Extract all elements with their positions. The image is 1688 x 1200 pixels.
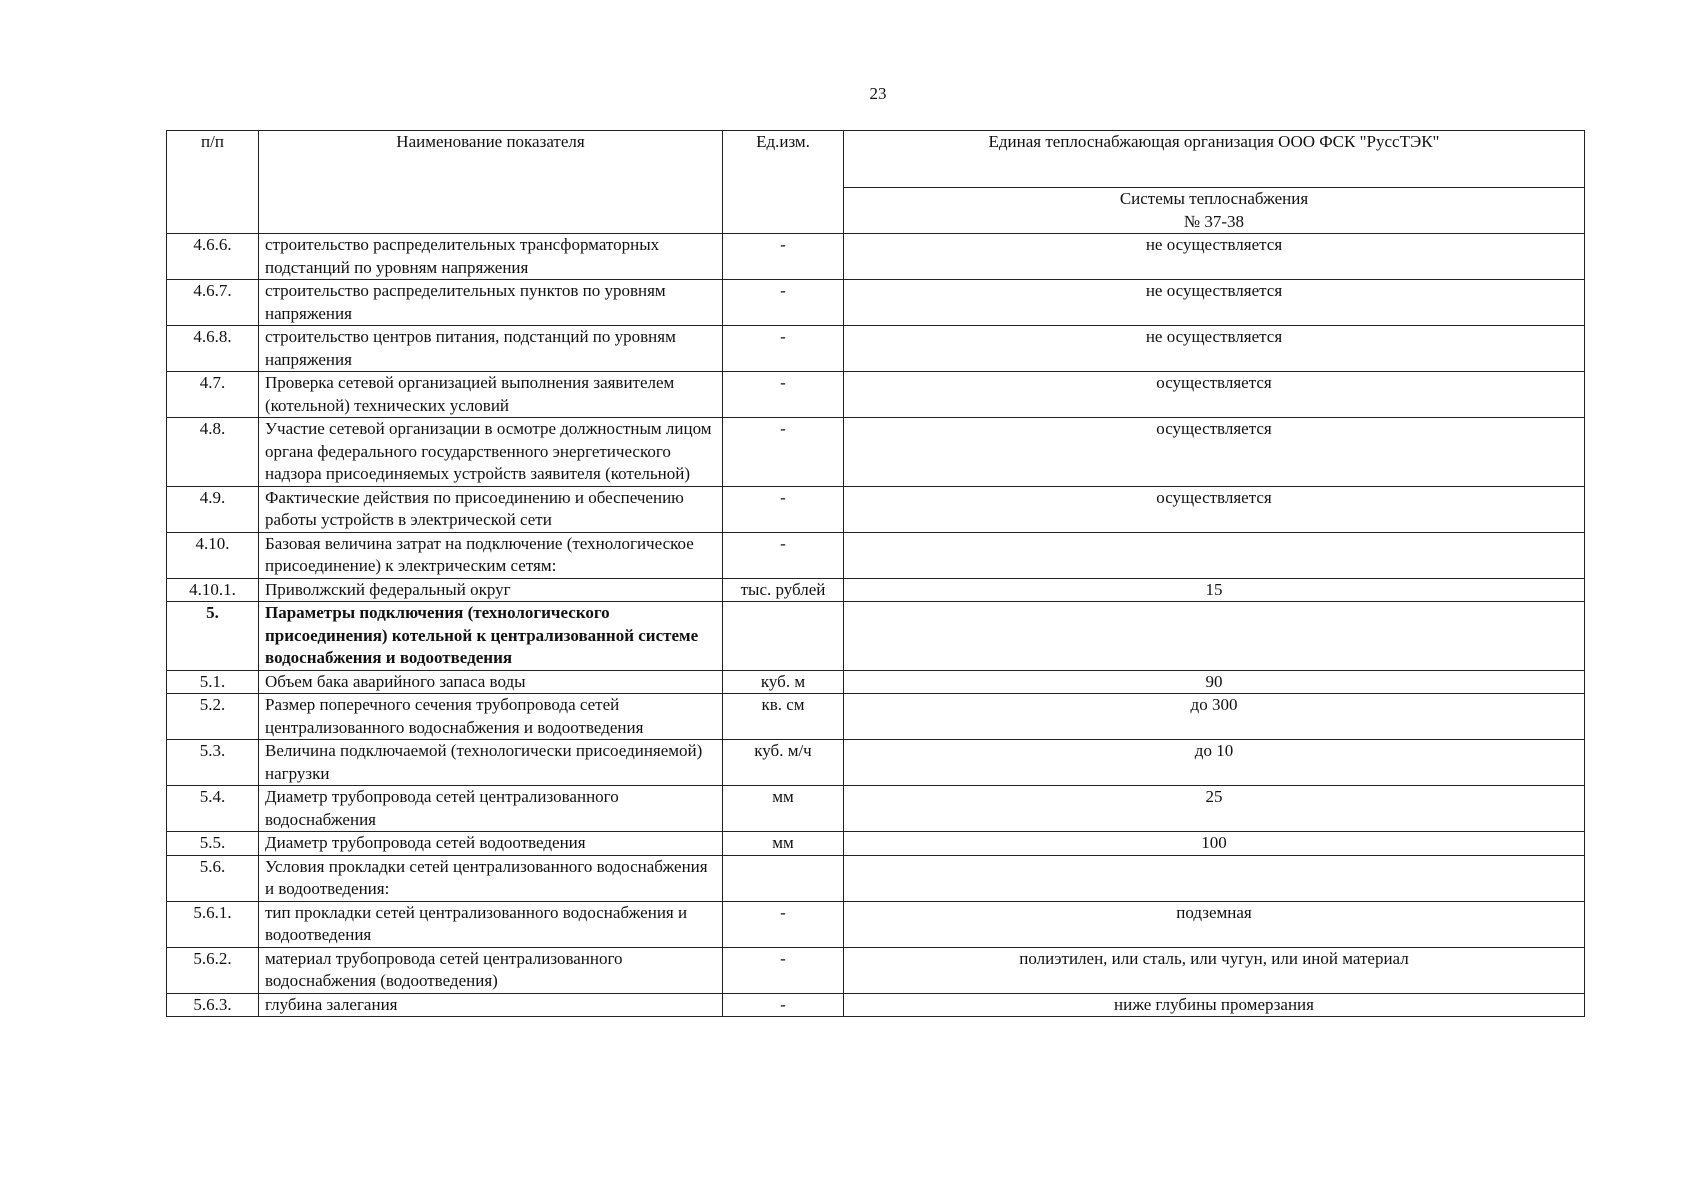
table-row [167,855,1585,901]
table-row [167,786,1585,832]
row-name: строительство распределительных трансформаторных подстанций по уровням напряжения [259,234,723,280]
header-organization: Единая теплоснабжающая организация ООО ФСК "РуссТЭК" [844,131,1585,188]
row-name: Размер поперечного сечения трубопровода сетей централизованного водоснабжения и водоотведения [259,694,723,740]
row-num: 4.6.7. [167,280,259,326]
row-value: 100 [844,832,1585,856]
row-unit: куб. м/ч [723,740,844,786]
row-unit: кв. см [723,694,844,740]
row-value: осуществляется [844,418,1585,487]
row-unit: - [723,418,844,487]
row-value: до 300 [844,694,1585,740]
row-name: тип прокладки сетей централизованного водоснабжения и водоотведения [259,901,723,947]
row-value: не осуществляется [844,326,1585,372]
row-name: строительство центров питания, подстанций по уровням напряжения [259,326,723,372]
table-row [167,532,1585,578]
row-name: Базовая величина затрат на подключение (технологическое присоединение) к электрическим сетям: [259,532,723,578]
row-num: 5.3. [167,740,259,786]
row-num: 5.6.1. [167,901,259,947]
table-row [167,832,1585,856]
row-unit: куб. м [723,670,844,694]
table-row [167,670,1585,694]
table-row [167,694,1585,740]
row-value: не осуществляется [844,280,1585,326]
row-num: 5.5. [167,832,259,856]
row-name: Условия прокладки сетей централизованного водоснабжения и водоотведения: [259,855,723,901]
table-row [167,372,1585,418]
row-value [844,855,1585,901]
row-unit [723,855,844,901]
row-value: осуществляется [844,372,1585,418]
row-value: 15 [844,578,1585,602]
row-num: 5.1. [167,670,259,694]
row-num: 5. [167,602,259,671]
row-name: Приволжский федеральный округ [259,578,723,602]
table-row [167,280,1585,326]
row-unit: - [723,326,844,372]
row-unit: - [723,947,844,993]
table-row [167,901,1585,947]
row-num: 4.6.8. [167,326,259,372]
row-value: 25 [844,786,1585,832]
header-systems [844,188,1585,234]
page-number: 23 [869,84,887,103]
row-value: не осуществляется [844,234,1585,280]
header-systems-line1: Системы теплоснабжения [1119,189,1309,208]
table-row [167,326,1585,372]
row-value: 90 [844,670,1585,694]
row-num: 5.6.2. [167,947,259,993]
row-unit: - [723,372,844,418]
row-unit: мм [723,786,844,832]
row-num: 4.10.1. [167,578,259,602]
row-value: осуществляется [844,486,1585,532]
row-num: 5.6. [167,855,259,901]
row-name: Параметры подключения (технологического присоединения) котельной к централизованной системе водоснабжения и водоотведения [259,602,723,671]
row-unit: - [723,280,844,326]
row-value: ниже глубины промерзания [844,993,1585,1017]
row-name: глубина залегания [259,993,723,1017]
table-row [167,947,1585,993]
row-name: Диаметр трубопровода сетей централизованного водоснабжения [259,786,723,832]
row-name: Проверка сетевой организацией выполнения заявителем (котельной) технических условий [259,372,723,418]
row-value: до 10 [844,740,1585,786]
row-name: Фактические действия по присоединению и обеспечению работы устройств в электрической сети [259,486,723,532]
row-value [844,602,1585,671]
row-value: подземная [844,901,1585,947]
row-num: 5.4. [167,786,259,832]
parameters-table [166,130,1585,1017]
row-value: полиэтилен, или сталь, или чугун, или иной материал [844,947,1585,993]
table-row [167,418,1585,487]
row-num: 5.6.3. [167,993,259,1017]
row-num: 4.6.6. [167,234,259,280]
row-unit: - [723,993,844,1017]
row-unit: - [723,486,844,532]
row-name: Величина подключаемой (технологически присоединяемой) нагрузки [259,740,723,786]
row-unit: тыс. рублей [723,578,844,602]
header-num: п/п [167,131,259,234]
row-unit: - [723,532,844,578]
row-unit: - [723,234,844,280]
table-body [167,234,1585,1017]
row-name: Объем бака аварийного запаса воды [259,670,723,694]
row-unit [723,602,844,671]
row-name: Диаметр трубопровода сетей водоотведения [259,832,723,856]
row-value [844,532,1585,578]
row-num: 4.8. [167,418,259,487]
row-name: Участие сетевой организации в осмотре должностным лицом органа федерального государственного энергетического надзора присоединяемых устройств заявителя (котельной) [259,418,723,487]
row-num: 4.7. [167,372,259,418]
table-row [167,578,1585,602]
row-name: материал трубопровода сетей централизованного водоснабжения (водоотведения) [259,947,723,993]
row-num: 5.2. [167,694,259,740]
table-row [167,234,1585,280]
table-row [167,740,1585,786]
row-num: 4.9. [167,486,259,532]
row-unit: мм [723,832,844,856]
table-row-section [167,602,1585,671]
row-unit: - [723,901,844,947]
header-name: Наименование показателя [259,131,723,234]
row-name: строительство распределительных пунктов по уровням напряжения [259,280,723,326]
header-unit: Ед.изм. [723,131,844,234]
table-row [167,486,1585,532]
table-row [167,993,1585,1017]
header-systems-line2: № 37-38 [1183,211,1245,231]
row-num: 4.10. [167,532,259,578]
